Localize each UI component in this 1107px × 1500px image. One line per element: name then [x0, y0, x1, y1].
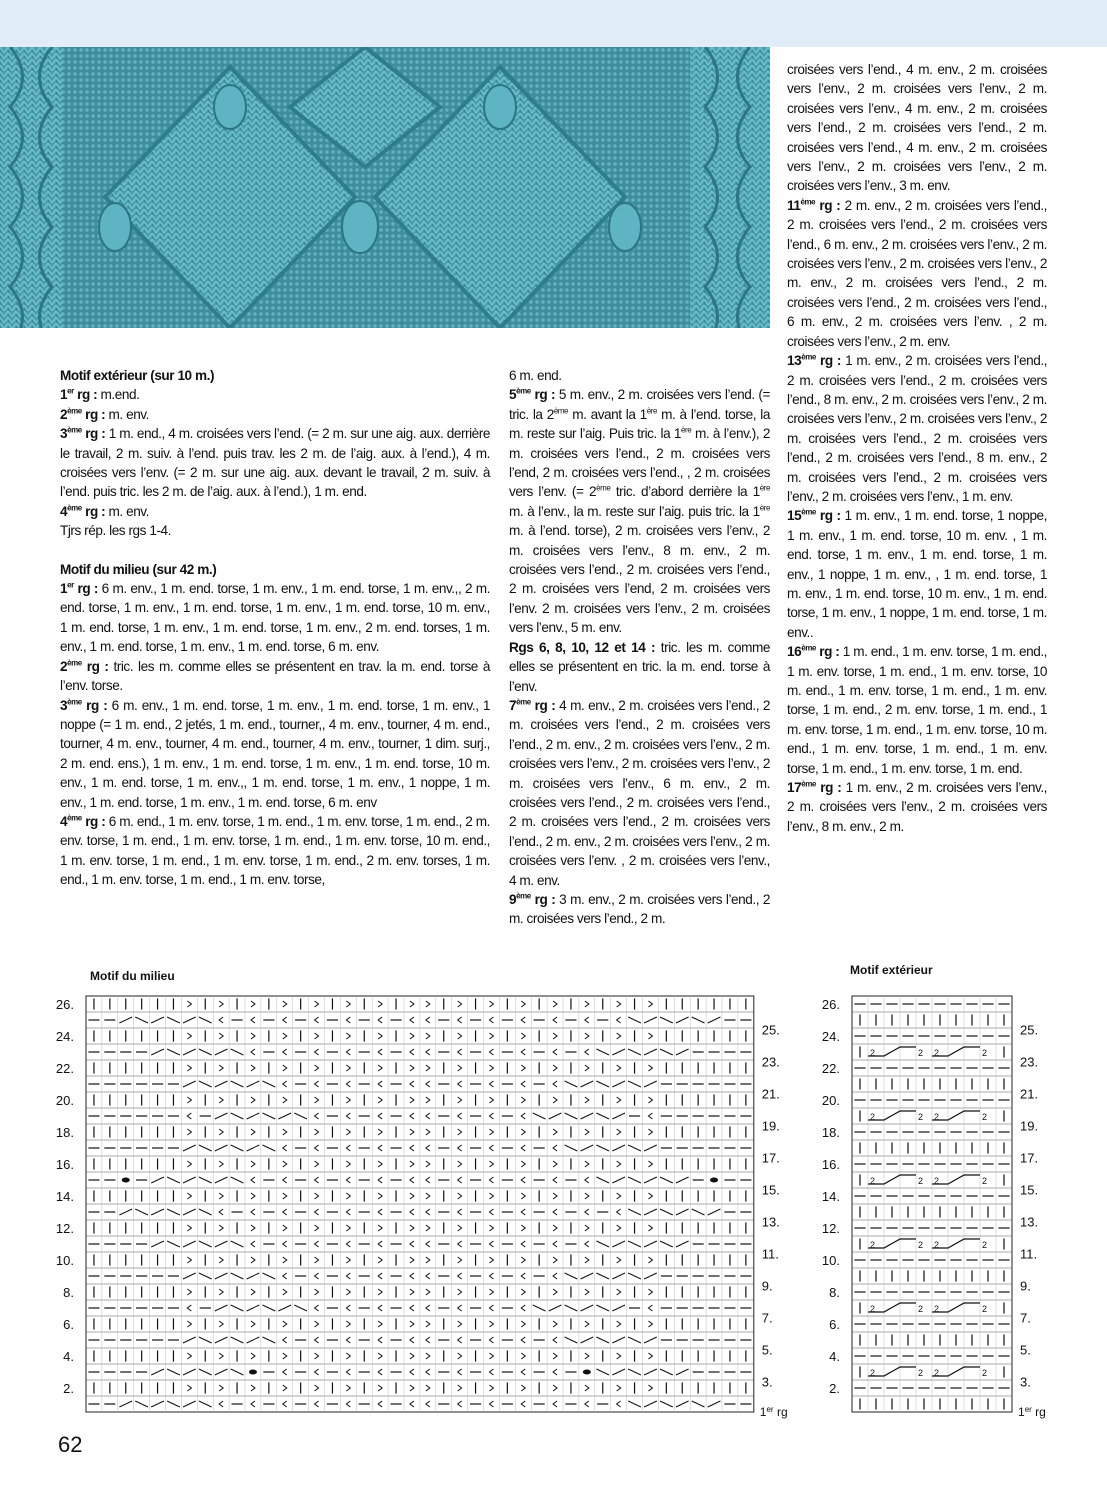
- row-number-left: 4.: [63, 1348, 74, 1364]
- row-number-right: 7.: [1020, 1310, 1031, 1326]
- row-label: 17ème rg :: [787, 779, 842, 796]
- bobble-symbol: [710, 1178, 718, 1183]
- row-label: 11ème rg :: [787, 197, 841, 213]
- cable-count-label: 2: [934, 1112, 940, 1122]
- cable-count-label: 2: [982, 1368, 988, 1378]
- row-number-first: 1er rg: [1018, 1405, 1046, 1419]
- cable-count-label: 2: [918, 1240, 924, 1250]
- cable-count-label: 2: [982, 1112, 988, 1122]
- row-number-left: 4.: [829, 1348, 840, 1364]
- row-number-right: 15.: [761, 1182, 780, 1198]
- row-instruction: [787, 351, 1047, 506]
- row-instruction: [509, 638, 770, 696]
- cable-count-label: 2: [918, 1112, 924, 1122]
- row-number-right: 23.: [761, 1054, 780, 1070]
- row-text: 1 m. env., 1 m. end. torse, 1 noppe, 1 m. env., 1 m. end. torse, 10 m. env. , 1 m. end. torse, 1 m. env., 1 m. end. torse, 1 m. env., 1 noppe, 1 m. env., , 1 m. end. torse, 1 m. env., 1 m. end. torse, 10 m. env., 1 m. end. torse, 1 m. env., 1 noppe, 1 m. end. torse, 1 m. env..: [787, 508, 1047, 640]
- cable-count-label: 2: [870, 1176, 876, 1186]
- row-number-left: 6.: [829, 1316, 840, 1332]
- row-text: m.end.: [97, 387, 140, 403]
- instruction-text: Tjrs rép. les rgs 1-4.: [60, 523, 171, 539]
- row-instruction: [60, 812, 490, 890]
- row-number-right: 21.: [1020, 1086, 1039, 1102]
- row-text: m. env.: [105, 406, 149, 422]
- cable-count-label: 2: [982, 1176, 988, 1186]
- row-number-left: 12.: [55, 1220, 74, 1236]
- row-number-right: 13.: [761, 1214, 780, 1230]
- cable-count-label: 2: [934, 1240, 940, 1250]
- text-column-1: [60, 366, 490, 890]
- row-label: 3ème rg :: [60, 696, 108, 713]
- row-number-first: 1er rg: [759, 1405, 788, 1419]
- row-number-left: 24.: [55, 1028, 74, 1044]
- row-number-left: 8.: [829, 1284, 840, 1300]
- instruction-text: 6 m. end.: [509, 368, 562, 383]
- cable-count-label: 2: [870, 1112, 876, 1122]
- cable-count-label: 2: [918, 1048, 924, 1058]
- row-label: 3ème rg :: [60, 425, 106, 442]
- row-number-left: 16.: [55, 1156, 74, 1172]
- row-instruction: [509, 696, 770, 890]
- row-number-left: 26.: [55, 996, 74, 1012]
- row-instruction: [787, 196, 1047, 351]
- cable-count-label: 2: [982, 1240, 988, 1250]
- row-text: 3 m. env., 2 m. croisées vers l’end., 2 m. croisées vers l’end., 2 m.: [509, 891, 770, 927]
- row-label: 13ème rg :: [787, 352, 841, 369]
- row-number-right: 17.: [761, 1150, 780, 1166]
- row-instruction: [60, 385, 490, 404]
- row-label: 7ème rg :: [509, 697, 556, 713]
- row-text: m. env.: [105, 503, 149, 519]
- row-label: 15ème rg :: [787, 507, 841, 524]
- chart-motif-exterieur: [820, 980, 1100, 1500]
- row-instruction: [60, 579, 490, 657]
- row-number-left: 12.: [821, 1220, 840, 1236]
- chart-mid-title: Motif du milieu: [90, 969, 175, 983]
- row-text: 6 m. env., 1 m. end. torse, 1 m. env., 1 m. end. torse, 1 m. env.,, 2 m. end. torse, 1 m. env., 1 m. end. torse, 1 m. env., 1 m. end. torse, 10 m. env., 1 m. end. torse, 1 m. env., 1 m. end. torse, 1 m. env., 2 m. end. torses, 1 m. env., 1 m. end. torse, 1 m. env., 1 m. end. torse, 6 m. env.: [60, 581, 490, 655]
- row-text: 1 m. end., 4 m. croisées vers l’end. (= 2 m. sur une aig. aux. derrière le travail, 2 m. suiv. à l’end. puis trav. les 2 m. de l’aig. aux. à l’end.), 4 m. croisées vers l’env. (= 2 m. sur une aig. aux. devant le travail, 2 m. suiv. à l’end. puis tric. les 2 m. de l’aig. aux. à l’end.), 1 m. end.: [60, 426, 490, 500]
- row-number-right: 7.: [761, 1310, 773, 1326]
- cable-count-label: 2: [870, 1368, 876, 1378]
- section-heading: Motif du milieu (sur 42 m.): [60, 561, 217, 577]
- row-text: 5 m. env., 2 m. croisées vers l’end. (= tric. la 2ème m. avant la 1ère m. à l’end. torse, la m. reste sur l’aig. Puis tric. la 1ère m. à l’env.), 2 m. croisées vers l’end., 2 m. croisées vers l’end, 2 m. croisées vers l’end., , 2 m. croisées vers l’env. (= 2ème tric. d’abord derrière la 1ère m. à l’env., la m. reste sur l’aig. puis tric. la 1ère m. à l’end. torse), 2 m. croisées vers l’env., 2 m. croisées vers l’env., 8 m. env., 2 m. croisées vers l’end., 2 m. croisées vers l’end., 2 m. croisées vers l’end, 2 m. croisées vers l’env. 2 m. croisées vers l’env., 2 m. croisées vers l’env., 5 m. env.: [509, 387, 771, 636]
- row-number-left: 20.: [821, 1092, 840, 1108]
- row-number-left: 22.: [55, 1060, 74, 1076]
- text-column-3: [787, 60, 1047, 836]
- row-text: 1 m. env., 2 m. croisées vers l’end., 2 m. croisées vers l’end., 2 m. croisées vers l’end., 8 m. env., 2 m. croisées vers l’env., 2 m. croisées vers l’env., 2 m. croisées vers l’env., 2 m. croisées vers l’end., 2 m. croisées vers l’end., 2 m. croisées vers l’end., 8 m. env., 2 m. croisées vers l’end., 2 m. croisées vers l’env., 2 m. croisées vers l’env., 1 m. env.: [787, 353, 1047, 504]
- row-instruction: [509, 385, 770, 637]
- row-text: 1 m. env., 2 m. croisées vers l’env., 2 m. croisées vers l’env., 2 m. croisées vers l’env., 8 m. env., 2 m.: [787, 780, 1047, 834]
- cable-count-label: 2: [982, 1048, 988, 1058]
- row-number-right: 17.: [1020, 1150, 1039, 1166]
- cable-count-label: 2: [918, 1176, 924, 1186]
- row-number-left: 16.: [821, 1156, 840, 1172]
- row-number-left: 8.: [63, 1284, 74, 1300]
- page-number: 62: [58, 1432, 83, 1457]
- cable-count-label: 2: [934, 1176, 940, 1186]
- row-label: 2ème rg :: [60, 406, 106, 422]
- row-number-right: 19.: [761, 1118, 780, 1134]
- row-number-right: 13.: [1020, 1214, 1039, 1230]
- row-number-right: 3.: [1020, 1374, 1031, 1390]
- row-label: Rgs 6, 8, 10, 12 et 14 :: [509, 639, 656, 655]
- row-number-right: 15.: [1020, 1182, 1039, 1198]
- knitting-photo: [0, 47, 770, 328]
- row-instruction: [787, 642, 1047, 778]
- cable-count-label: 2: [934, 1368, 940, 1378]
- row-instruction: [60, 424, 490, 502]
- bobble-symbol: [122, 1178, 130, 1183]
- spacer: [60, 541, 490, 560]
- row-number-left: 14.: [821, 1188, 840, 1204]
- cable-count-label: 2: [982, 1304, 988, 1314]
- row-instruction: [509, 890, 770, 929]
- instruction-text: croisées vers l’end., 4 m. env., 2 m. croisées vers l’env., 2 m. croisées vers l’env., 2 m. croisées vers l’env., 4 m. env., 2 m. croisées vers l’end., 2 m. croisées vers l’end., 2 m. croisées vers l’end., 4 m. env., 2 m. croisées vers l’env., 2 m. croisées vers l’env., 2 m. croisées vers l’env., 3 m. env.: [787, 62, 1047, 194]
- row-instruction: [60, 502, 490, 521]
- row-number-right: 3.: [761, 1374, 773, 1390]
- row-text: 6 m. env., 1 m. end. torse, 1 m. env., 1 m. end. torse, 1 m. env., 1 noppe (= 1 m. end., 2 jetés, 1 m. end., tourner,, 4 m. env., tourner, 4 m. end., tourner, 4 m. env., tourner, 4 m. end., tourner, 4 m. env., tourner, 1 dim. surj., 2 m. end. ens.), 1 m. env., 1 m. end. torse, 1 m. env., 1 m. end. torse, 10 m. env., 1 m. end. torse, 1 m. env.,, 1 m. end. torse, 1 m. env., 1 noppe, 1 m. env., 1 m. end. torse, 1 m. env., 1 m. end. torse, 6 m. env: [60, 697, 490, 810]
- row-number-left: 20.: [55, 1092, 74, 1108]
- row-label: 1er rg :: [60, 386, 98, 403]
- row-instruction: [787, 778, 1047, 836]
- cable-count-label: 2: [918, 1304, 924, 1314]
- row-instruction: [60, 657, 490, 696]
- row-label: 1er rg :: [60, 580, 98, 597]
- row-number-left: 10.: [55, 1252, 74, 1268]
- row-number-right: 23.: [1020, 1054, 1039, 1070]
- row-text: 2 m. env., 2 m. croisées vers l’end., 2 m. croisées vers l’end., 2 m. croisées vers l’end., 6 m. env., 2 m. croisées vers l’env., 2 m. croisées vers l’env., 2 m. croisées vers l’env., 2 m. env., 2 m. croisées vers l’end., 2 m. croisées vers l’end., 2 m. croisées vers l’end., 6 m. env., 2 m. croisées vers l’env. , 2 m. croisées vers l’env., 2 m. env.: [787, 197, 1047, 349]
- row-number-right: 5.: [761, 1342, 773, 1358]
- row-number-left: 18.: [821, 1124, 840, 1140]
- cable-count-label: 2: [934, 1048, 940, 1058]
- row-text: tric. les m. comme elles se présentent en trav. la m. end. torse à l’env. torse.: [60, 658, 490, 694]
- row-label: 2ème rg :: [60, 658, 109, 674]
- row-instruction: [60, 405, 490, 424]
- row-text: 1 m. end., 1 m. env. torse, 1 m. end., 1 m. env. torse, 1 m. end., 1 m. env. torse, 10 m. end., 1 m. env. torse, 1 m. end., 1 m. env. torse, 1 m. end., 2 m. env. torse, 1 m. end., 1 m. env. torse, 1 m. end., 1 m. env. torse, 10 m. end., 1 m. env. torse, 1 m. end., 1 m. env. torse, 1 m. end., 1 m. env. torse, 1 m. end.: [787, 644, 1047, 776]
- text-column-2: [509, 366, 770, 929]
- row-number-right: 25.: [761, 1022, 780, 1038]
- row-label: 4ème rg :: [60, 813, 106, 829]
- row-number-left: 18.: [55, 1124, 74, 1140]
- row-text: tric. les m. comme elles se présentent en tric. la m. end. torse à l’env.: [509, 639, 771, 694]
- chart-motif-milieu: [0, 980, 800, 1500]
- row-number-right: 9.: [1020, 1278, 1031, 1294]
- cable-count-label: 2: [870, 1304, 876, 1314]
- row-number-left: 2.: [63, 1380, 74, 1396]
- chart-ext-title: Motif extérieur: [850, 963, 933, 977]
- row-number-right: 25.: [1020, 1022, 1039, 1038]
- row-label: 5ème rg :: [509, 386, 556, 403]
- cable-count-label: 2: [870, 1240, 876, 1250]
- row-number-left: 14.: [55, 1188, 74, 1204]
- row-number-right: 21.: [761, 1086, 780, 1102]
- row-label: 9ème rg :: [509, 891, 556, 907]
- section-heading: Motif extérieur (sur 10 m.): [60, 368, 215, 383]
- row-number-right: 9.: [761, 1278, 773, 1294]
- row-number-right: 11.: [761, 1246, 779, 1262]
- row-number-left: 22.: [821, 1060, 840, 1076]
- row-label: 4ème rg :: [60, 503, 106, 519]
- row-number-right: 5.: [1020, 1342, 1031, 1358]
- row-number-right: 19.: [1020, 1118, 1039, 1134]
- cable-count-label: 2: [918, 1368, 924, 1378]
- row-number-left: 2.: [829, 1380, 840, 1396]
- row-text: 4 m. env., 2 m. croisées vers l’end., 2 m. croisées vers l’end., 2 m. croisées vers l’end., 2 m. env., 2 m. croisées vers l’env., 2 m. croisées vers l’env., 2 m. croisées vers l’env., 2 m. croisées vers l’env., 6 m. env., 2 m. croisées vers l’end., 2 m. croisées vers l’end., 2 m. croisées vers l’end., 2 m. croisées vers l’end., 2 m. env., 2 m. croisées vers l’env., 2 m. croisées vers l’env. , 2 m. croisées vers l’env., 4 m. env.: [509, 697, 770, 888]
- cable-count-label: 2: [934, 1304, 940, 1314]
- row-number-left: 6.: [63, 1316, 74, 1332]
- row-text: 6 m. end., 1 m. env. torse, 1 m. end., 1 m. env. torse, 1 m. end., 2 m. env. torse, 1 m. end., 1 m. env. torse, 1 m. end., 1 m. env. torse, 10 m. end., 1 m. env. torse, 1 m. end., 1 m. env. torse, 1 m. end., 2 m. env. torses, 1 m. end., 1 m. env. torse, 1 m. end., 1 m. env. torse,: [60, 813, 490, 888]
- cable-count-label: 2: [870, 1048, 876, 1058]
- row-number-right: 11.: [1020, 1246, 1038, 1262]
- bobble-symbol: [583, 1370, 591, 1375]
- row-number-left: 24.: [821, 1028, 840, 1044]
- row-number-left: 26.: [821, 996, 840, 1012]
- row-instruction: [60, 696, 490, 812]
- row-instruction: [787, 506, 1047, 642]
- bobble-symbol: [249, 1370, 257, 1375]
- header-band: [0, 0, 1107, 47]
- row-label: 16ème rg :: [787, 643, 840, 660]
- row-number-left: 10.: [821, 1252, 840, 1268]
